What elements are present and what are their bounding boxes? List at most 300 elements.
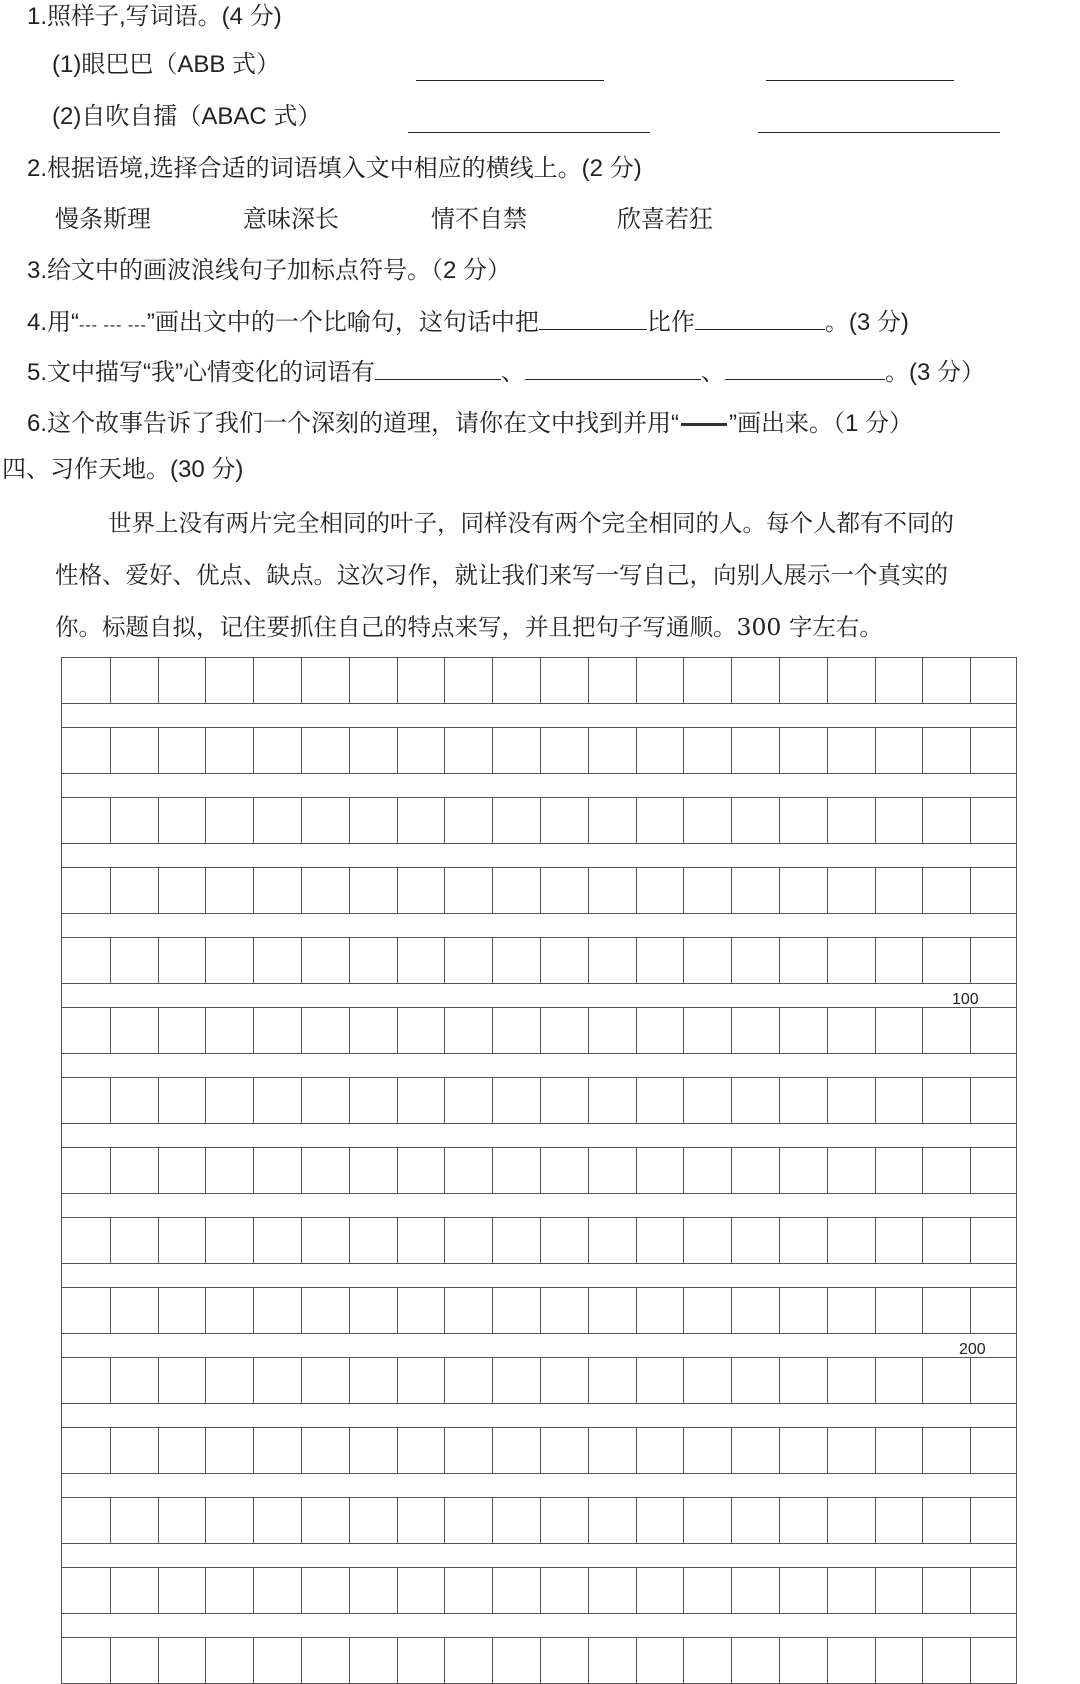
grid-row-gap <box>61 844 1017 867</box>
grid-cell-divider <box>444 1428 445 1473</box>
grid-cell-divider <box>683 798 684 843</box>
grid-cell-divider <box>636 1498 637 1543</box>
grid-cell-divider <box>110 868 111 913</box>
grid-cell-divider <box>253 798 254 843</box>
grid-cell-divider <box>492 938 493 983</box>
grid-cell-divider <box>827 938 828 983</box>
grid-cell-divider <box>540 1288 541 1333</box>
grid-row-gap <box>61 1054 1017 1077</box>
grid-cell-divider <box>349 868 350 913</box>
grid-cell-divider <box>922 1568 923 1613</box>
grid-cell-divider <box>110 1358 111 1403</box>
grid-cell-divider <box>922 1638 923 1683</box>
grid-cell-divider <box>636 1148 637 1193</box>
grid-cell-divider <box>540 1218 541 1263</box>
grid-cell-divider <box>636 1078 637 1123</box>
grid-cell-divider <box>253 1148 254 1193</box>
grid-cell-divider <box>492 728 493 773</box>
grid-cell-divider <box>205 1288 206 1333</box>
grid-cell-divider <box>683 1428 684 1473</box>
grid-row-gap <box>61 1474 1017 1497</box>
q5-blank-b[interactable] <box>525 357 701 380</box>
grid-cell-divider <box>205 1148 206 1193</box>
grid-cell-divider <box>301 798 302 843</box>
grid-row[interactable] <box>61 1007 1017 1054</box>
grid-cell-divider <box>588 1358 589 1403</box>
grid-cell-divider <box>922 1498 923 1543</box>
grid-cell-divider <box>301 1428 302 1473</box>
grid-cell-divider <box>397 1498 398 1543</box>
grid-cell-divider <box>875 1078 876 1123</box>
grid-cell-divider <box>779 658 780 703</box>
grid-cell-divider <box>444 868 445 913</box>
grid-cell-divider <box>922 1078 923 1123</box>
grid-cell-divider <box>349 1428 350 1473</box>
grid-cell-divider <box>588 1078 589 1123</box>
grid-row[interactable] <box>61 1077 1017 1124</box>
grid-cell-divider <box>253 1428 254 1473</box>
grid-cell-divider <box>492 1288 493 1333</box>
grid-cell-divider <box>444 1288 445 1333</box>
grid-cell-divider <box>349 1568 350 1613</box>
grid-cell-divider <box>301 1078 302 1123</box>
grid-cell-divider <box>970 938 971 983</box>
grid-cell-divider <box>922 1008 923 1053</box>
grid-cell-divider <box>492 1358 493 1403</box>
grid-cell-divider <box>349 1638 350 1683</box>
grid-cell-divider <box>349 1078 350 1123</box>
grid-cell-divider <box>970 1428 971 1473</box>
grid-cell-divider <box>588 1428 589 1473</box>
grid-cell-divider <box>110 1288 111 1333</box>
grid-cell-divider <box>731 1638 732 1683</box>
grid-cell-divider <box>158 938 159 983</box>
grid-cell-divider <box>875 728 876 773</box>
grid-cell-divider <box>779 1218 780 1263</box>
grid-cell-divider <box>683 868 684 913</box>
grid-cell-divider <box>827 1078 828 1123</box>
q5-blank-c[interactable] <box>725 357 885 380</box>
grid-cell-divider <box>253 1288 254 1333</box>
grid-cell-divider <box>588 1638 589 1683</box>
grid-cell-divider <box>779 1078 780 1123</box>
grid-cell-divider <box>397 1288 398 1333</box>
q5-line: 5.文中描写“我”心情变化的词语有 、 、 。(3 分） <box>27 359 986 386</box>
prompt-line-3: 你。标题自拟，记住要抓住自己的特点来写，并且把句子写通顺。300 字左右。 <box>55 613 883 641</box>
grid-cell-divider <box>683 1078 684 1123</box>
grid-cell-divider <box>301 1358 302 1403</box>
grid-cell-divider <box>683 1498 684 1543</box>
grid-cell-divider <box>301 1568 302 1613</box>
grid-cell-divider <box>158 1358 159 1403</box>
grid-cell-divider <box>205 938 206 983</box>
grid-cell-divider <box>588 798 589 843</box>
grid-cell-divider <box>492 1078 493 1123</box>
grid-cell-divider <box>110 1008 111 1053</box>
grid-cell-divider <box>397 798 398 843</box>
grid-cell-divider <box>827 868 828 913</box>
grid-cell-divider <box>158 1148 159 1193</box>
grid-cell-divider <box>588 938 589 983</box>
grid-cell-divider <box>779 1498 780 1543</box>
grid-cell-divider <box>397 1218 398 1263</box>
grid-cell-divider <box>731 1288 732 1333</box>
grid-cell-divider <box>875 868 876 913</box>
grid-cell-divider <box>444 938 445 983</box>
grid-row-gap <box>61 1334 1017 1357</box>
grid-cell-divider <box>827 1358 828 1403</box>
grid-cell-divider <box>683 1638 684 1683</box>
grid-row[interactable] <box>61 937 1017 984</box>
grid-cell-divider <box>922 1358 923 1403</box>
grid-cell-divider <box>349 1148 350 1193</box>
grid-cell-divider <box>444 1078 445 1123</box>
grid-cell-divider <box>970 1148 971 1193</box>
grid-cell-divider <box>683 1288 684 1333</box>
grid-cell-divider <box>301 1638 302 1683</box>
grid-cell-divider <box>779 1358 780 1403</box>
grid-cell-divider <box>731 1568 732 1613</box>
grid-cell-divider <box>253 1498 254 1543</box>
grid-cell-divider <box>731 1008 732 1053</box>
grid-cell-divider <box>922 938 923 983</box>
grid-row[interactable] <box>61 1427 1017 1474</box>
grid-cell-divider <box>397 728 398 773</box>
grid-cell-divider <box>922 1218 923 1263</box>
grid-cell-divider <box>827 798 828 843</box>
q1-item2-blank-a[interactable] <box>408 110 650 133</box>
grid-cell-divider <box>397 1078 398 1123</box>
section4-title: 四、习作天地。(30 分) <box>2 456 244 483</box>
q3-title: 3.给文中的画波浪线句子加标点符号。（2 分） <box>27 257 512 284</box>
grid-cell-divider <box>110 1638 111 1683</box>
grid-cell-divider <box>349 658 350 703</box>
grid-cell-divider <box>253 1568 254 1613</box>
grid-cell-divider <box>779 1638 780 1683</box>
grid-row-gap <box>61 1544 1017 1567</box>
grid-cell-divider <box>636 1638 637 1683</box>
grid-cell-divider <box>444 1568 445 1613</box>
grid-cell-divider <box>158 1078 159 1123</box>
grid-cell-divider <box>205 1498 206 1543</box>
q5-blank-a[interactable] <box>375 357 501 380</box>
grid-row[interactable] <box>61 1637 1017 1684</box>
grid-cell-divider <box>827 1428 828 1473</box>
grid-cell-divider <box>875 1288 876 1333</box>
grid-cell-divider <box>779 1428 780 1473</box>
grid-cell-divider <box>540 1638 541 1683</box>
grid-cell-divider <box>588 868 589 913</box>
grid-cell-divider <box>827 1218 828 1263</box>
grid-cell-divider <box>349 1358 350 1403</box>
grid-cell-divider <box>397 1008 398 1053</box>
grid-cell-divider <box>588 1288 589 1333</box>
grid-cell-divider <box>110 1218 111 1263</box>
grid-cell-divider <box>349 938 350 983</box>
grid-cell-divider <box>779 728 780 773</box>
grid-row-gap <box>61 704 1017 727</box>
grid-cell-divider <box>540 658 541 703</box>
grid-cell-divider <box>397 658 398 703</box>
grid-cell-divider <box>970 798 971 843</box>
grid-cell-divider <box>444 1638 445 1683</box>
grid-cell-divider <box>253 938 254 983</box>
grid-cell-divider <box>205 1568 206 1613</box>
grid-cell-divider <box>731 1218 732 1263</box>
writing-grid <box>61 657 1019 1638</box>
grid-row[interactable] <box>61 797 1017 844</box>
grid-cell-divider <box>540 1498 541 1543</box>
grid-cell-divider <box>827 1008 828 1053</box>
grid-row-gap <box>61 1264 1017 1287</box>
q4-blank-b[interactable] <box>695 307 825 330</box>
grid-cell-divider <box>158 1428 159 1473</box>
grid-cell-divider <box>110 658 111 703</box>
q2-title: 2.根据语境,选择合适的词语填入文中相应的横线上。(2 分) <box>27 155 642 182</box>
grid-cell-divider <box>779 1288 780 1333</box>
grid-cell-divider <box>875 658 876 703</box>
q2-option-4: 欣喜若狂 <box>617 205 713 233</box>
grid-cell-divider <box>540 1428 541 1473</box>
dashed-line-mark: --- --- --- <box>79 317 147 334</box>
grid-cell-divider <box>110 1498 111 1543</box>
grid-cell-divider <box>301 658 302 703</box>
grid-cell-divider <box>731 938 732 983</box>
grid-cell-divider <box>492 868 493 913</box>
grid-row[interactable] <box>61 867 1017 914</box>
grid-cell-divider <box>970 868 971 913</box>
grid-row-gap <box>61 1124 1017 1147</box>
grid-cell-divider <box>444 1148 445 1193</box>
q6-line: 6.这个故事告诉了我们一个深刻的道理，请你在文中找到并用“ ”画出来。（1 分） <box>27 410 914 437</box>
grid-cell-divider <box>205 1078 206 1123</box>
grid-cell-divider <box>158 728 159 773</box>
grid-cell-divider <box>636 1568 637 1613</box>
grid-cell-divider <box>205 1358 206 1403</box>
q4-blank-a[interactable] <box>539 307 647 330</box>
grid-cell-divider <box>158 1008 159 1053</box>
grid-cell-divider <box>683 728 684 773</box>
grid-cell-divider <box>301 868 302 913</box>
grid-cell-divider <box>158 1568 159 1613</box>
grid-row[interactable] <box>61 657 1017 704</box>
grid-cell-divider <box>731 1428 732 1473</box>
grid-cell-divider <box>827 1288 828 1333</box>
grid-cell-divider <box>779 868 780 913</box>
grid-cell-divider <box>827 728 828 773</box>
grid-cell-divider <box>636 1358 637 1403</box>
prompt-line-2: 性格、爱好、优点、缺点。这次习作，就让我们来写一写自己，向别人展示一个真实的 <box>55 561 948 589</box>
grid-row[interactable] <box>61 1357 1017 1404</box>
grid-cell-divider <box>922 798 923 843</box>
grid-cell-divider <box>540 1358 541 1403</box>
grid-cell-divider <box>492 798 493 843</box>
grid-cell-divider <box>636 1428 637 1473</box>
grid-row-gap <box>61 1404 1017 1427</box>
grid-cell-divider <box>970 1568 971 1613</box>
word-count-marker-200: 200 <box>959 1341 986 1358</box>
prompt-line-1: 世界上没有两片完全相同的叶子，同样没有两个完全相同的人。每个人都有不同的 <box>108 509 954 537</box>
grid-cell-divider <box>636 868 637 913</box>
q1-item2-blank-b[interactable] <box>758 110 1000 133</box>
grid-cell-divider <box>970 1218 971 1263</box>
grid-cell-divider <box>540 798 541 843</box>
grid-cell-divider <box>970 1498 971 1543</box>
grid-cell-divider <box>444 1218 445 1263</box>
q4-line: 4.用“--- --- ---”画出文中的一个比喻句，这句话中把 比作 。(3 分) <box>27 309 909 336</box>
grid-cell-divider <box>875 1428 876 1473</box>
grid-cell-divider <box>922 1428 923 1473</box>
q1-item2: (2)自吹自擂（ABAC 式） <box>52 103 322 130</box>
grid-cell-divider <box>397 938 398 983</box>
grid-cell-divider <box>636 1218 637 1263</box>
grid-cell-divider <box>683 1568 684 1613</box>
grid-cell-divider <box>253 1078 254 1123</box>
grid-cell-divider <box>970 658 971 703</box>
grid-cell-divider <box>349 1218 350 1263</box>
grid-cell-divider <box>158 658 159 703</box>
grid-cell-divider <box>827 1148 828 1193</box>
grid-row[interactable] <box>61 1147 1017 1194</box>
grid-cell-divider <box>397 1568 398 1613</box>
grid-cell-divider <box>731 1078 732 1123</box>
grid-cell-divider <box>110 938 111 983</box>
grid-cell-divider <box>875 1498 876 1543</box>
grid-cell-divider <box>827 1498 828 1543</box>
grid-cell-divider <box>253 1008 254 1053</box>
grid-cell-divider <box>492 1218 493 1263</box>
grid-cell-divider <box>875 1008 876 1053</box>
grid-cell-divider <box>683 1218 684 1263</box>
grid-cell-divider <box>110 1148 111 1193</box>
grid-cell-divider <box>827 1638 828 1683</box>
grid-cell-divider <box>683 658 684 703</box>
grid-cell-divider <box>683 938 684 983</box>
grid-cell-divider <box>205 798 206 843</box>
grid-cell-divider <box>205 728 206 773</box>
grid-cell-divider <box>922 1148 923 1193</box>
grid-cell-divider <box>731 1498 732 1543</box>
grid-cell-divider <box>970 728 971 773</box>
grid-cell-divider <box>301 1148 302 1193</box>
grid-cell-divider <box>970 1288 971 1333</box>
grid-cell-divider <box>205 1428 206 1473</box>
grid-cell-divider <box>683 1358 684 1403</box>
straight-line-mark <box>681 423 727 426</box>
q2-option-1: 慢条斯理 <box>55 205 151 233</box>
grid-cell-divider <box>922 1288 923 1333</box>
grid-cell-divider <box>588 1568 589 1613</box>
grid-cell-divider <box>970 1638 971 1683</box>
grid-cell-divider <box>779 1148 780 1193</box>
grid-cell-divider <box>444 728 445 773</box>
grid-row[interactable] <box>61 727 1017 774</box>
grid-cell-divider <box>110 798 111 843</box>
q1-title: 1.照样子,写词语。(4 分) <box>27 3 282 30</box>
grid-cell-divider <box>444 658 445 703</box>
grid-cell-divider <box>253 1638 254 1683</box>
grid-cell-divider <box>205 868 206 913</box>
grid-cell-divider <box>540 728 541 773</box>
grid-cell-divider <box>683 1148 684 1193</box>
grid-cell-divider <box>301 1218 302 1263</box>
grid-row[interactable] <box>61 1497 1017 1544</box>
grid-cell-divider <box>875 1148 876 1193</box>
grid-cell-divider <box>397 1428 398 1473</box>
grid-row-gap <box>61 774 1017 797</box>
grid-cell-divider <box>158 798 159 843</box>
grid-cell-divider <box>158 1638 159 1683</box>
grid-cell-divider <box>827 658 828 703</box>
q1-item1-blank-a[interactable] <box>416 58 604 81</box>
grid-cell-divider <box>397 1638 398 1683</box>
grid-row[interactable] <box>61 1217 1017 1264</box>
grid-cell-divider <box>731 868 732 913</box>
grid-cell-divider <box>397 868 398 913</box>
grid-cell-divider <box>301 938 302 983</box>
grid-cell-divider <box>731 658 732 703</box>
grid-cell-divider <box>349 1008 350 1053</box>
q2-option-2: 意味深长 <box>243 205 339 233</box>
grid-cell-divider <box>875 1218 876 1263</box>
grid-cell-divider <box>875 798 876 843</box>
grid-cell-divider <box>158 1498 159 1543</box>
grid-cell-divider <box>397 1148 398 1193</box>
grid-row[interactable] <box>61 1567 1017 1614</box>
grid-cell-divider <box>253 658 254 703</box>
grid-cell-divider <box>349 798 350 843</box>
grid-cell-divider <box>110 1428 111 1473</box>
grid-cell-divider <box>588 1148 589 1193</box>
grid-cell-divider <box>588 728 589 773</box>
grid-cell-divider <box>253 728 254 773</box>
grid-cell-divider <box>779 1008 780 1053</box>
grid-cell-divider <box>588 1498 589 1543</box>
grid-cell-divider <box>301 1008 302 1053</box>
grid-cell-divider <box>205 1008 206 1053</box>
grid-cell-divider <box>540 868 541 913</box>
grid-cell-divider <box>349 728 350 773</box>
grid-cell-divider <box>970 1358 971 1403</box>
grid-cell-divider <box>588 658 589 703</box>
grid-cell-divider <box>636 728 637 773</box>
grid-cell-divider <box>444 798 445 843</box>
q1-item1-blank-b[interactable] <box>766 58 954 81</box>
grid-cell-divider <box>110 1568 111 1613</box>
grid-cell-divider <box>253 1358 254 1403</box>
grid-cell-divider <box>492 1568 493 1613</box>
grid-cell-divider <box>540 1568 541 1613</box>
grid-cell-divider <box>540 1078 541 1123</box>
grid-cell-divider <box>731 1358 732 1403</box>
grid-cell-divider <box>205 1638 206 1683</box>
grid-row-gap <box>61 1614 1017 1637</box>
grid-cell-divider <box>110 1078 111 1123</box>
q2-option-3: 情不自禁 <box>431 205 527 233</box>
grid-cell-divider <box>540 1148 541 1193</box>
grid-cell-divider <box>875 1568 876 1613</box>
grid-cell-divider <box>349 1498 350 1543</box>
grid-cell-divider <box>827 1568 828 1613</box>
grid-cell-divider <box>540 938 541 983</box>
grid-cell-divider <box>444 1008 445 1053</box>
grid-cell-divider <box>922 868 923 913</box>
grid-cell-divider <box>492 1498 493 1543</box>
grid-row-gap <box>61 984 1017 1007</box>
grid-row[interactable] <box>61 1287 1017 1334</box>
grid-cell-divider <box>970 1078 971 1123</box>
grid-cell-divider <box>158 1218 159 1263</box>
